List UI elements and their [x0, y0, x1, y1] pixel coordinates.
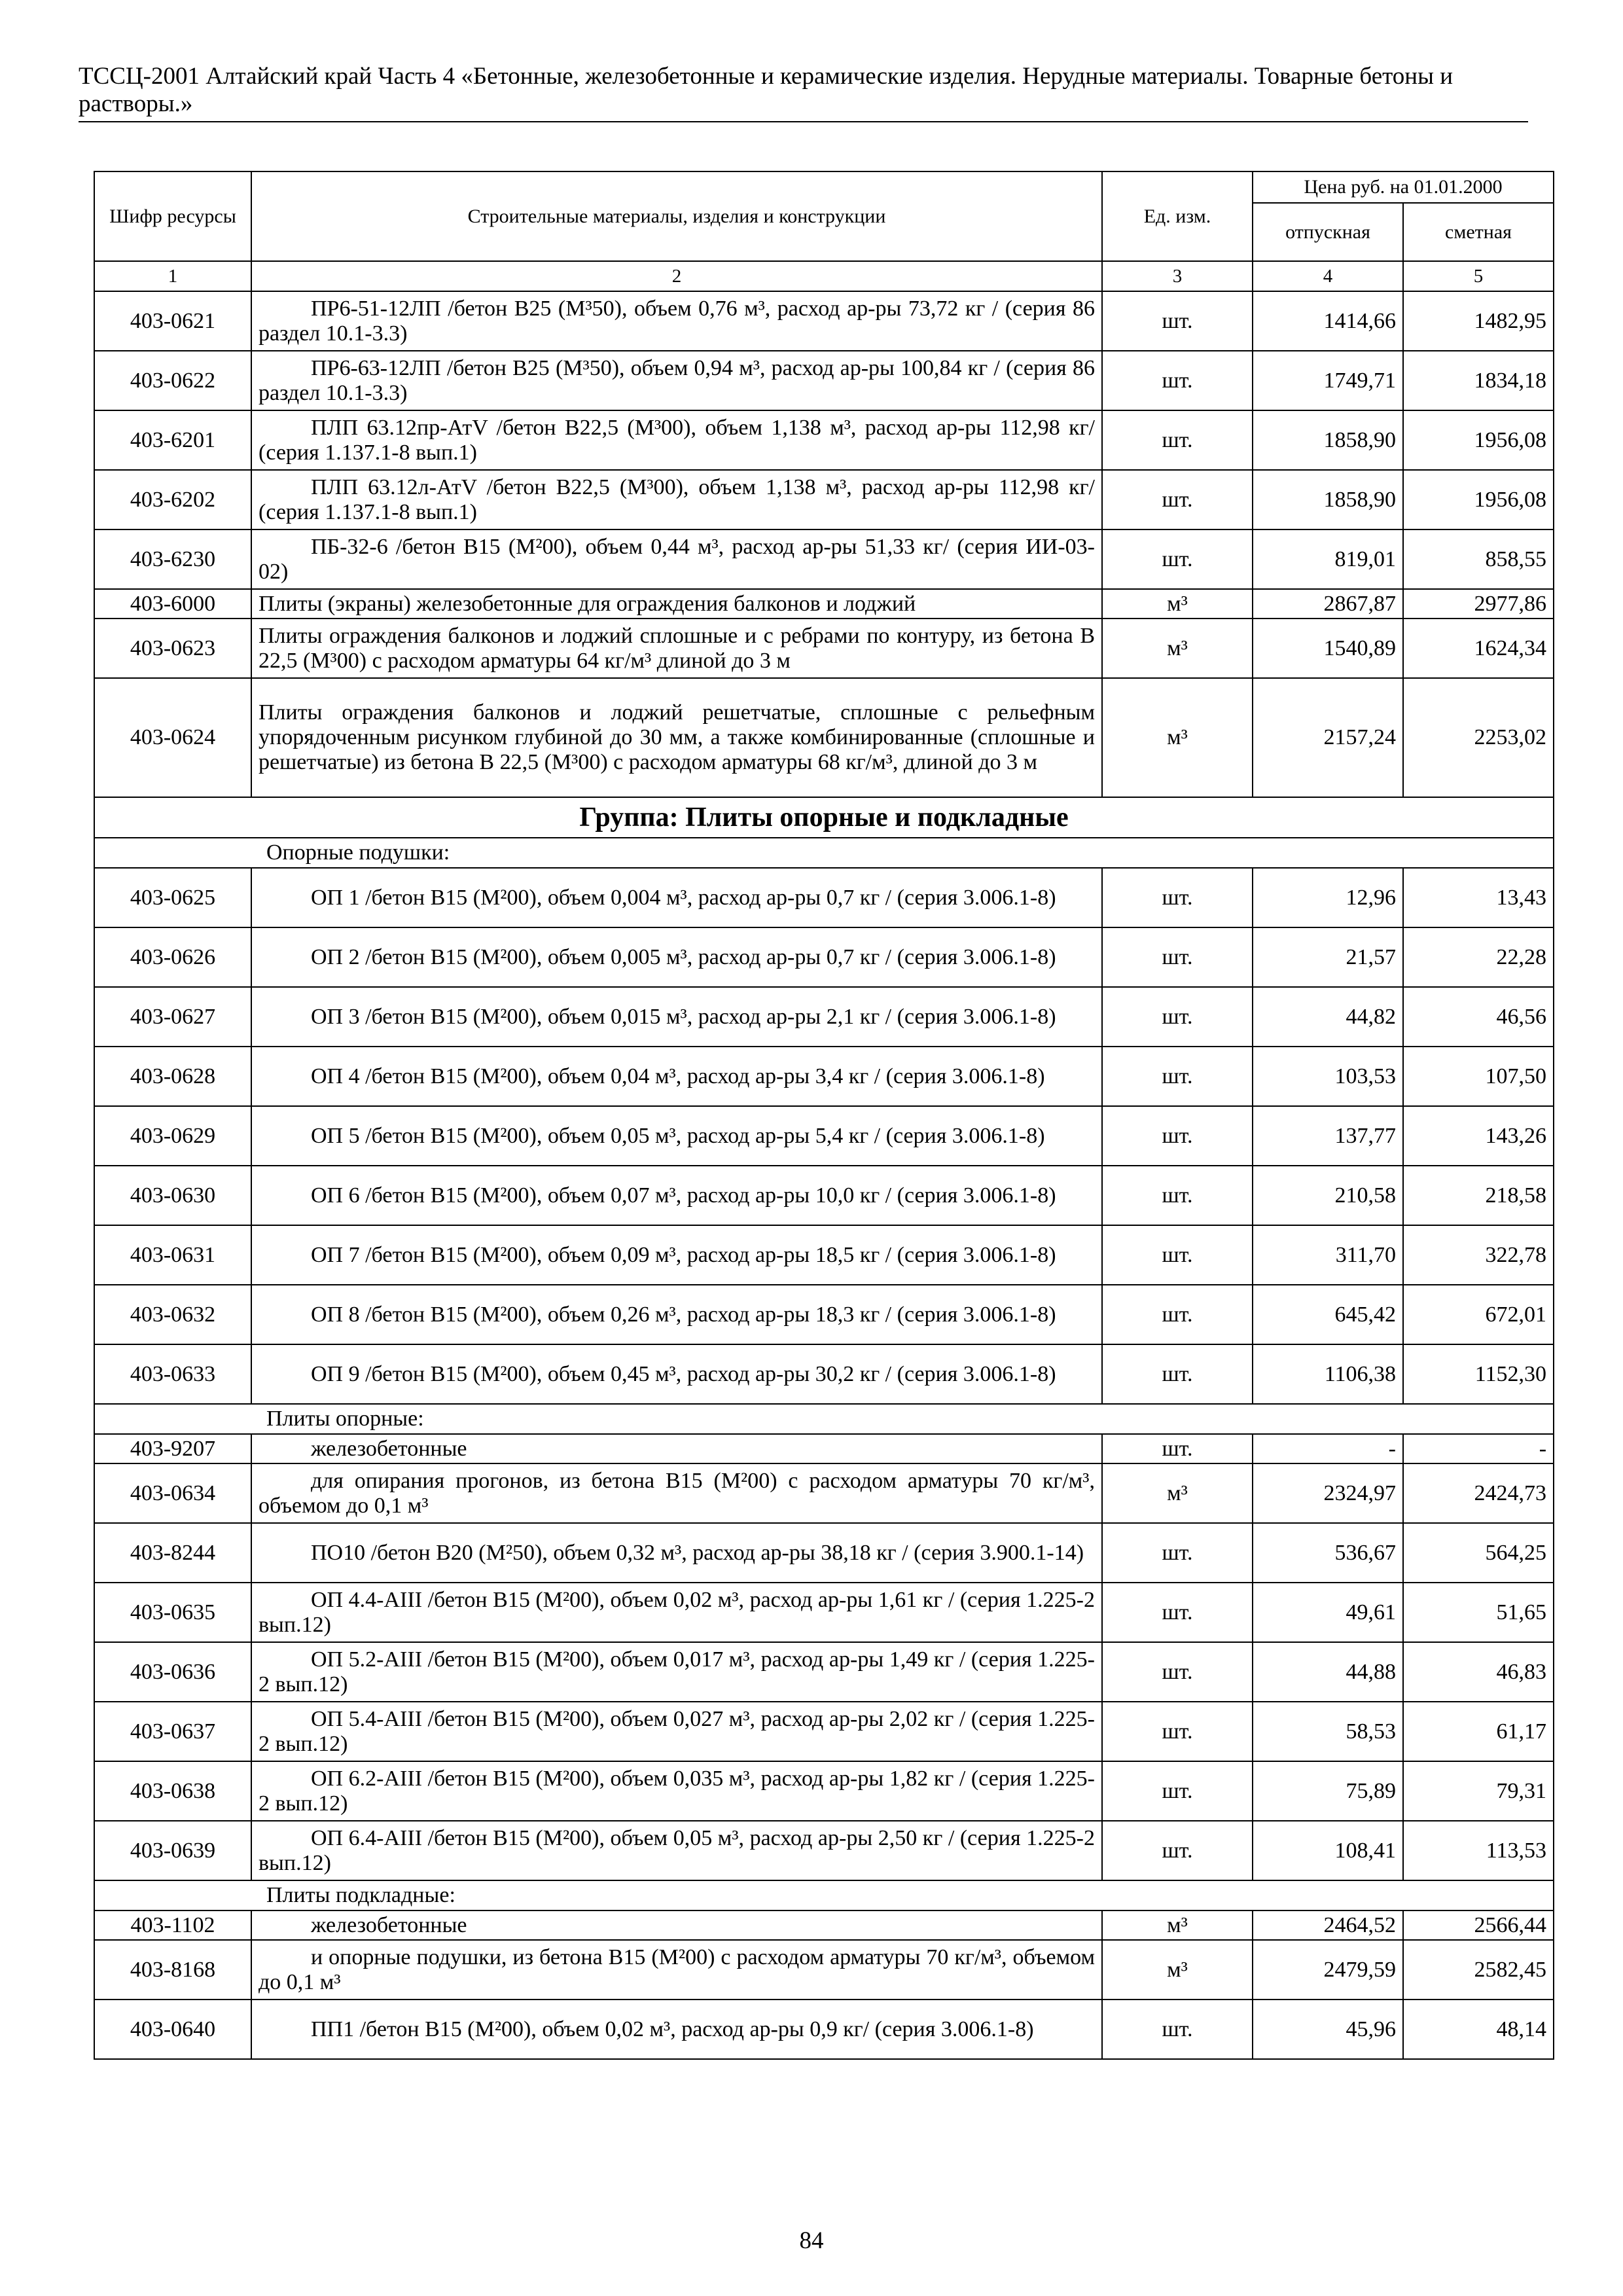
estimate-price-cell: 13,43 [1403, 868, 1554, 927]
estimate-price-cell: 61,17 [1403, 1702, 1554, 1761]
column-number: 1 [94, 261, 251, 291]
table-row [94, 678, 1554, 797]
page-header: ТССЦ-2001 Алтайский край Часть 4 «Бетонные, железобетонные и керамические изделия. Нерудные материалы. Товарные бетоны и растворы.» [79, 63, 1454, 117]
estimate-price-cell: 322,78 [1403, 1225, 1554, 1285]
price-table [94, 171, 1554, 2060]
unit-cell: шт. [1102, 987, 1253, 1047]
release-price-cell: 21,57 [1253, 927, 1403, 987]
material-name-cell: ОП 4.4-АIII /бетон В15 (М²00), объем 0,02 м³, расход ар-ры 1,61 кг / (серия 1.225-2 вып.12) [251, 1583, 1102, 1642]
material-name-cell: ОП 7 /бетон В15 (М²00), объем 0,09 м³, расход ар-ры 18,5 кг / (серия 3.006.1-8) [251, 1225, 1102, 1285]
material-name-cell: ОП 9 /бетон В15 (М²00), объем 0,45 м³, расход ар-ры 30,2 кг / (серия 3.006.1-8) [251, 1344, 1102, 1404]
estimate-price-cell: 22,28 [1403, 927, 1554, 987]
estimate-price-cell: 107,50 [1403, 1047, 1554, 1106]
material-name-cell: ОП 6.2-АIII /бетон В15 (М²00), объем 0,035 м³, расход ар-ры 1,82 кг / (серия 1.225-2 вып.12) [251, 1761, 1102, 1821]
release-price-cell: 1106,38 [1253, 1344, 1403, 1404]
resource-code-cell: 403-0627 [94, 987, 251, 1047]
unit-cell: шт. [1102, 1285, 1253, 1344]
release-price-cell: 2479,59 [1253, 1940, 1403, 2000]
release-price-cell: 536,67 [1253, 1523, 1403, 1583]
material-name-cell: ОП 5.2-АIII /бетон В15 (М²00), объем 0,017 м³, расход ар-ры 1,49 кг / (серия 1.225-2 вып.12) [251, 1642, 1102, 1702]
table-row [94, 1463, 1554, 1523]
material-name-cell: Плиты (экраны) железобетонные для ограждения балконов и лоджий [251, 589, 1102, 619]
subheading: Опорные подушки: [94, 838, 1554, 868]
estimate-price-cell: 1956,08 [1403, 470, 1554, 529]
resource-code-cell: 403-0640 [94, 2000, 251, 2059]
subheading: Плиты опорные: [94, 1404, 1554, 1434]
release-price-cell: 1858,90 [1253, 470, 1403, 529]
release-price-cell: 45,96 [1253, 2000, 1403, 2059]
table-row [94, 1047, 1554, 1106]
estimate-price-cell: 2566,44 [1403, 1910, 1554, 1940]
table-row [94, 868, 1554, 927]
release-price-cell: 75,89 [1253, 1761, 1403, 1821]
column-header-price: Цена руб. на 01.01.2000 [1253, 171, 1554, 203]
column-number: 5 [1403, 261, 1554, 291]
resource-code-cell: 403-0625 [94, 868, 251, 927]
subheading: Плиты подкладные: [94, 1880, 1554, 1910]
material-name-cell: ОП 1 /бетон В15 (М²00), объем 0,004 м³, расход ар-ры 0,7 кг / (серия 3.006.1-8) [251, 868, 1102, 927]
release-price-cell: 58,53 [1253, 1702, 1403, 1761]
material-name-cell: ОП 6 /бетон В15 (М²00), объем 0,07 м³, расход ар-ры 10,0 кг / (серия 3.006.1-8) [251, 1166, 1102, 1225]
unit-cell: м³ [1102, 678, 1253, 797]
unit-cell: м³ [1102, 1463, 1253, 1523]
unit-cell: шт. [1102, 410, 1253, 470]
table-row [94, 291, 1554, 351]
resource-code-cell: 403-0629 [94, 1106, 251, 1166]
table-row [94, 1225, 1554, 1285]
release-price-cell: 2157,24 [1253, 678, 1403, 797]
estimate-price-cell: 2424,73 [1403, 1463, 1554, 1523]
table-row [94, 1821, 1554, 1880]
material-name-cell: ПЛП 63.12л-АтV /бетон В22,5 (М³00), объем 1,138 м³, расход ар-ры 112,98 кг/ (серия 1.137.1-8 вып.1) [251, 470, 1102, 529]
header-divider [79, 121, 1528, 122]
unit-cell: шт. [1102, 529, 1253, 589]
material-name-cell: Плиты ограждения балконов и лоджий решетчатые, сплошные с рельефным упорядоченным рисунком глубиной до 30 мм, а также комбинированные (сплошные и решетчатые) из бетона В 22,5 (М³00) с расходом арматуры 68 кг/м³, длиной до 3 м [251, 678, 1102, 797]
estimate-price-cell: 2253,02 [1403, 678, 1554, 797]
release-price-cell: 210,58 [1253, 1166, 1403, 1225]
material-name-cell: ОП 5.4-АIII /бетон В15 (М²00), объем 0,027 м³, расход ар-ры 2,02 кг / (серия 1.225-2 вып.12) [251, 1702, 1102, 1761]
unit-cell: шт. [1102, 2000, 1253, 2059]
material-name-cell: ПП1 /бетон В15 (М²00), объем 0,02 м³, расход ар-ры 0,9 кг/ (серия 3.006.1-8) [251, 2000, 1102, 2059]
material-name-cell: ОП 5 /бетон В15 (М²00), объем 0,05 м³, расход ар-ры 5,4 кг / (серия 3.006.1-8) [251, 1106, 1102, 1166]
table-row [94, 987, 1554, 1047]
resource-code-cell: 403-0634 [94, 1463, 251, 1523]
resource-code-cell: 403-0621 [94, 291, 251, 351]
estimate-price-cell: 1834,18 [1403, 351, 1554, 410]
unit-cell: шт. [1102, 1225, 1253, 1285]
release-price-cell: 819,01 [1253, 529, 1403, 589]
estimate-price-cell: 51,65 [1403, 1583, 1554, 1642]
unit-cell: шт. [1102, 927, 1253, 987]
resource-code-cell: 403-0626 [94, 927, 251, 987]
table-row [94, 619, 1554, 678]
column-header-estimate: сметная [1403, 203, 1554, 261]
unit-cell: шт. [1102, 1434, 1253, 1463]
table-row [94, 1344, 1554, 1404]
resource-code-cell: 403-0635 [94, 1583, 251, 1642]
release-price-cell: 103,53 [1253, 1047, 1403, 1106]
column-number: 3 [1102, 261, 1253, 291]
unit-cell: шт. [1102, 1523, 1253, 1583]
release-price-cell: 1540,89 [1253, 619, 1403, 678]
estimate-price-cell: 218,58 [1403, 1166, 1554, 1225]
table-row [94, 1642, 1554, 1702]
estimate-price-cell: 113,53 [1403, 1821, 1554, 1880]
material-name-cell: ПР6-51-12ЛП /бетон В25 (М³50), объем 0,76 м³, расход ар-ры 73,72 кг / (серия 86 раздел 10.1-3.3) [251, 291, 1102, 351]
table-row [94, 1910, 1554, 1940]
material-name-cell: ОП 3 /бетон В15 (М²00), объем 0,015 м³, расход ар-ры 2,1 кг / (серия 3.006.1-8) [251, 987, 1102, 1047]
release-price-cell: 2464,52 [1253, 1910, 1403, 1940]
table-row [94, 927, 1554, 987]
resource-code-cell: 403-6000 [94, 589, 251, 619]
column-number: 4 [1253, 261, 1403, 291]
unit-cell: шт. [1102, 868, 1253, 927]
unit-cell: м³ [1102, 619, 1253, 678]
resource-code-cell: 403-0631 [94, 1225, 251, 1285]
unit-cell: шт. [1102, 1047, 1253, 1106]
resource-code-cell: 403-0638 [94, 1761, 251, 1821]
estimate-price-cell: 858,55 [1403, 529, 1554, 589]
estimate-price-cell: 2582,45 [1403, 1940, 1554, 2000]
resource-code-cell: 403-0630 [94, 1166, 251, 1225]
table-row [94, 1583, 1554, 1642]
subheading-row [94, 1404, 1554, 1434]
unit-cell: шт. [1102, 1702, 1253, 1761]
material-name-cell: ОП 4 /бетон В15 (М²00), объем 0,04 м³, расход ар-ры 3,4 кг / (серия 3.006.1-8) [251, 1047, 1102, 1106]
material-name-cell: железобетонные [251, 1434, 1102, 1463]
release-price-cell: - [1253, 1434, 1403, 1463]
release-price-cell: 137,77 [1253, 1106, 1403, 1166]
table-body [94, 261, 1554, 2059]
material-name-cell: Плиты ограждения балконов и лоджий сплошные и с ребрами по контуру, из бетона В 22,5 (М³00) с расходом арматуры 64 кг/м³ длиной до 3 м [251, 619, 1102, 678]
table-row [94, 470, 1554, 529]
release-price-cell: 49,61 [1253, 1583, 1403, 1642]
table-row [94, 351, 1554, 410]
unit-cell: шт. [1102, 1821, 1253, 1880]
unit-cell: шт. [1102, 470, 1253, 529]
estimate-price-cell: 1956,08 [1403, 410, 1554, 470]
column-header-code: Шифр ресурсы [94, 171, 251, 261]
table-row [94, 1940, 1554, 2000]
table-row [94, 1434, 1554, 1463]
column-header-name: Строительные материалы, изделия и конструкции [251, 171, 1102, 261]
resource-code-cell: 403-6202 [94, 470, 251, 529]
table-row [94, 529, 1554, 589]
table-row [94, 2000, 1554, 2059]
material-name-cell: ПО10 /бетон В20 (М²50), объем 0,32 м³, расход ар-ры 38,18 кг / (серия 3.900.1-14) [251, 1523, 1102, 1583]
material-name-cell: железобетонные [251, 1910, 1102, 1940]
resource-code-cell: 403-0636 [94, 1642, 251, 1702]
release-price-cell: 2867,87 [1253, 589, 1403, 619]
subheading-row [94, 838, 1554, 868]
release-price-cell: 1749,71 [1253, 351, 1403, 410]
release-price-cell: 44,88 [1253, 1642, 1403, 1702]
release-price-cell: 12,96 [1253, 868, 1403, 927]
estimate-price-cell: 2977,86 [1403, 589, 1554, 619]
estimate-price-cell: - [1403, 1434, 1554, 1463]
unit-cell: шт. [1102, 1642, 1253, 1702]
release-price-cell: 311,70 [1253, 1225, 1403, 1285]
unit-cell: шт. [1102, 1583, 1253, 1642]
unit-cell: шт. [1102, 1761, 1253, 1821]
table-row [94, 1761, 1554, 1821]
release-price-cell: 1858,90 [1253, 410, 1403, 470]
group-heading-row [94, 797, 1554, 838]
material-name-cell: для опирания прогонов, из бетона В15 (М²00) с расходом арматуры 70 кг/м³, объемом до 0,1 м³ [251, 1463, 1102, 1523]
estimate-price-cell: 46,56 [1403, 987, 1554, 1047]
unit-cell: шт. [1102, 351, 1253, 410]
estimate-price-cell: 46,83 [1403, 1642, 1554, 1702]
estimate-price-cell: 564,25 [1403, 1523, 1554, 1583]
column-number: 2 [251, 261, 1102, 291]
unit-cell: шт. [1102, 1106, 1253, 1166]
estimate-price-cell: 672,01 [1403, 1285, 1554, 1344]
resource-code-cell: 403-0623 [94, 619, 251, 678]
resource-code-cell: 403-0632 [94, 1285, 251, 1344]
estimate-price-cell: 143,26 [1403, 1106, 1554, 1166]
material-name-cell: ОП 2 /бетон В15 (М²00), объем 0,005 м³, расход ар-ры 0,7 кг / (серия 3.006.1-8) [251, 927, 1102, 987]
resource-code-cell: 403-0637 [94, 1702, 251, 1761]
resource-code-cell: 403-0628 [94, 1047, 251, 1106]
release-price-cell: 645,42 [1253, 1285, 1403, 1344]
unit-cell: шт. [1102, 1344, 1253, 1404]
table-row [94, 1106, 1554, 1166]
estimate-price-cell: 79,31 [1403, 1761, 1554, 1821]
column-header-release: отпускная [1253, 203, 1403, 261]
subheading-row [94, 1880, 1554, 1910]
table-row [94, 1166, 1554, 1225]
column-number-row [94, 261, 1554, 291]
unit-cell: шт. [1102, 1166, 1253, 1225]
release-price-cell: 1414,66 [1253, 291, 1403, 351]
resource-code-cell: 403-6201 [94, 410, 251, 470]
group-heading: Группа: Плиты опорные и подкладные [94, 797, 1554, 838]
material-name-cell: ПР6-63-12ЛП /бетон В25 (М³50), объем 0,94 м³, расход ар-ры 100,84 кг / (серия 86 раздел 10.1-3.3) [251, 351, 1102, 410]
release-price-cell: 2324,97 [1253, 1463, 1403, 1523]
unit-cell: м³ [1102, 1910, 1253, 1940]
material-name-cell: ОП 8 /бетон В15 (М²00), объем 0,26 м³, расход ар-ры 18,3 кг / (серия 3.006.1-8) [251, 1285, 1102, 1344]
resource-code-cell: 403-8168 [94, 1940, 251, 2000]
resource-code-cell: 403-0633 [94, 1344, 251, 1404]
table-row [94, 410, 1554, 470]
material-name-cell: и опорные подушки, из бетона В15 (М²00) с расходом арматуры 70 кг/м³, объемом до 0,1 м³ [251, 1940, 1102, 2000]
column-header-unit: Ед. изм. [1102, 171, 1253, 261]
unit-cell: м³ [1102, 1940, 1253, 2000]
resource-code-cell: 403-0639 [94, 1821, 251, 1880]
estimate-price-cell: 48,14 [1403, 2000, 1554, 2059]
material-name-cell: ПЛП 63.12пр-АтV /бетон В22,5 (М³00), объем 1,138 м³, расход ар-ры 112,98 кг/ (серия 1.137.1-8 вып.1) [251, 410, 1102, 470]
release-price-cell: 108,41 [1253, 1821, 1403, 1880]
material-name-cell: ОП 6.4-АIII /бетон В15 (М²00), объем 0,05 м³, расход ар-ры 2,50 кг / (серия 1.225-2 вып.12) [251, 1821, 1102, 1880]
table-row [94, 1285, 1554, 1344]
unit-cell: м³ [1102, 589, 1253, 619]
resource-code-cell: 403-9207 [94, 1434, 251, 1463]
resource-code-cell: 403-0622 [94, 351, 251, 410]
estimate-price-cell: 1152,30 [1403, 1344, 1554, 1404]
estimate-price-cell: 1624,34 [1403, 619, 1554, 678]
resource-code-cell: 403-8244 [94, 1523, 251, 1583]
unit-cell: шт. [1102, 291, 1253, 351]
table-row [94, 1702, 1554, 1761]
resource-code-cell: 403-1102 [94, 1910, 251, 1940]
release-price-cell: 44,82 [1253, 987, 1403, 1047]
material-name-cell: ПБ-32-6 /бетон В15 (М²00), объем 0,44 м³, расход ар-ры 51,33 кг/ (серия ИИ-03-02) [251, 529, 1102, 589]
resource-code-cell: 403-6230 [94, 529, 251, 589]
estimate-price-cell: 1482,95 [1403, 291, 1554, 351]
resource-code-cell: 403-0624 [94, 678, 251, 797]
table-row [94, 589, 1554, 619]
page-number: 84 [799, 2227, 824, 2254]
table-row [94, 1523, 1554, 1583]
